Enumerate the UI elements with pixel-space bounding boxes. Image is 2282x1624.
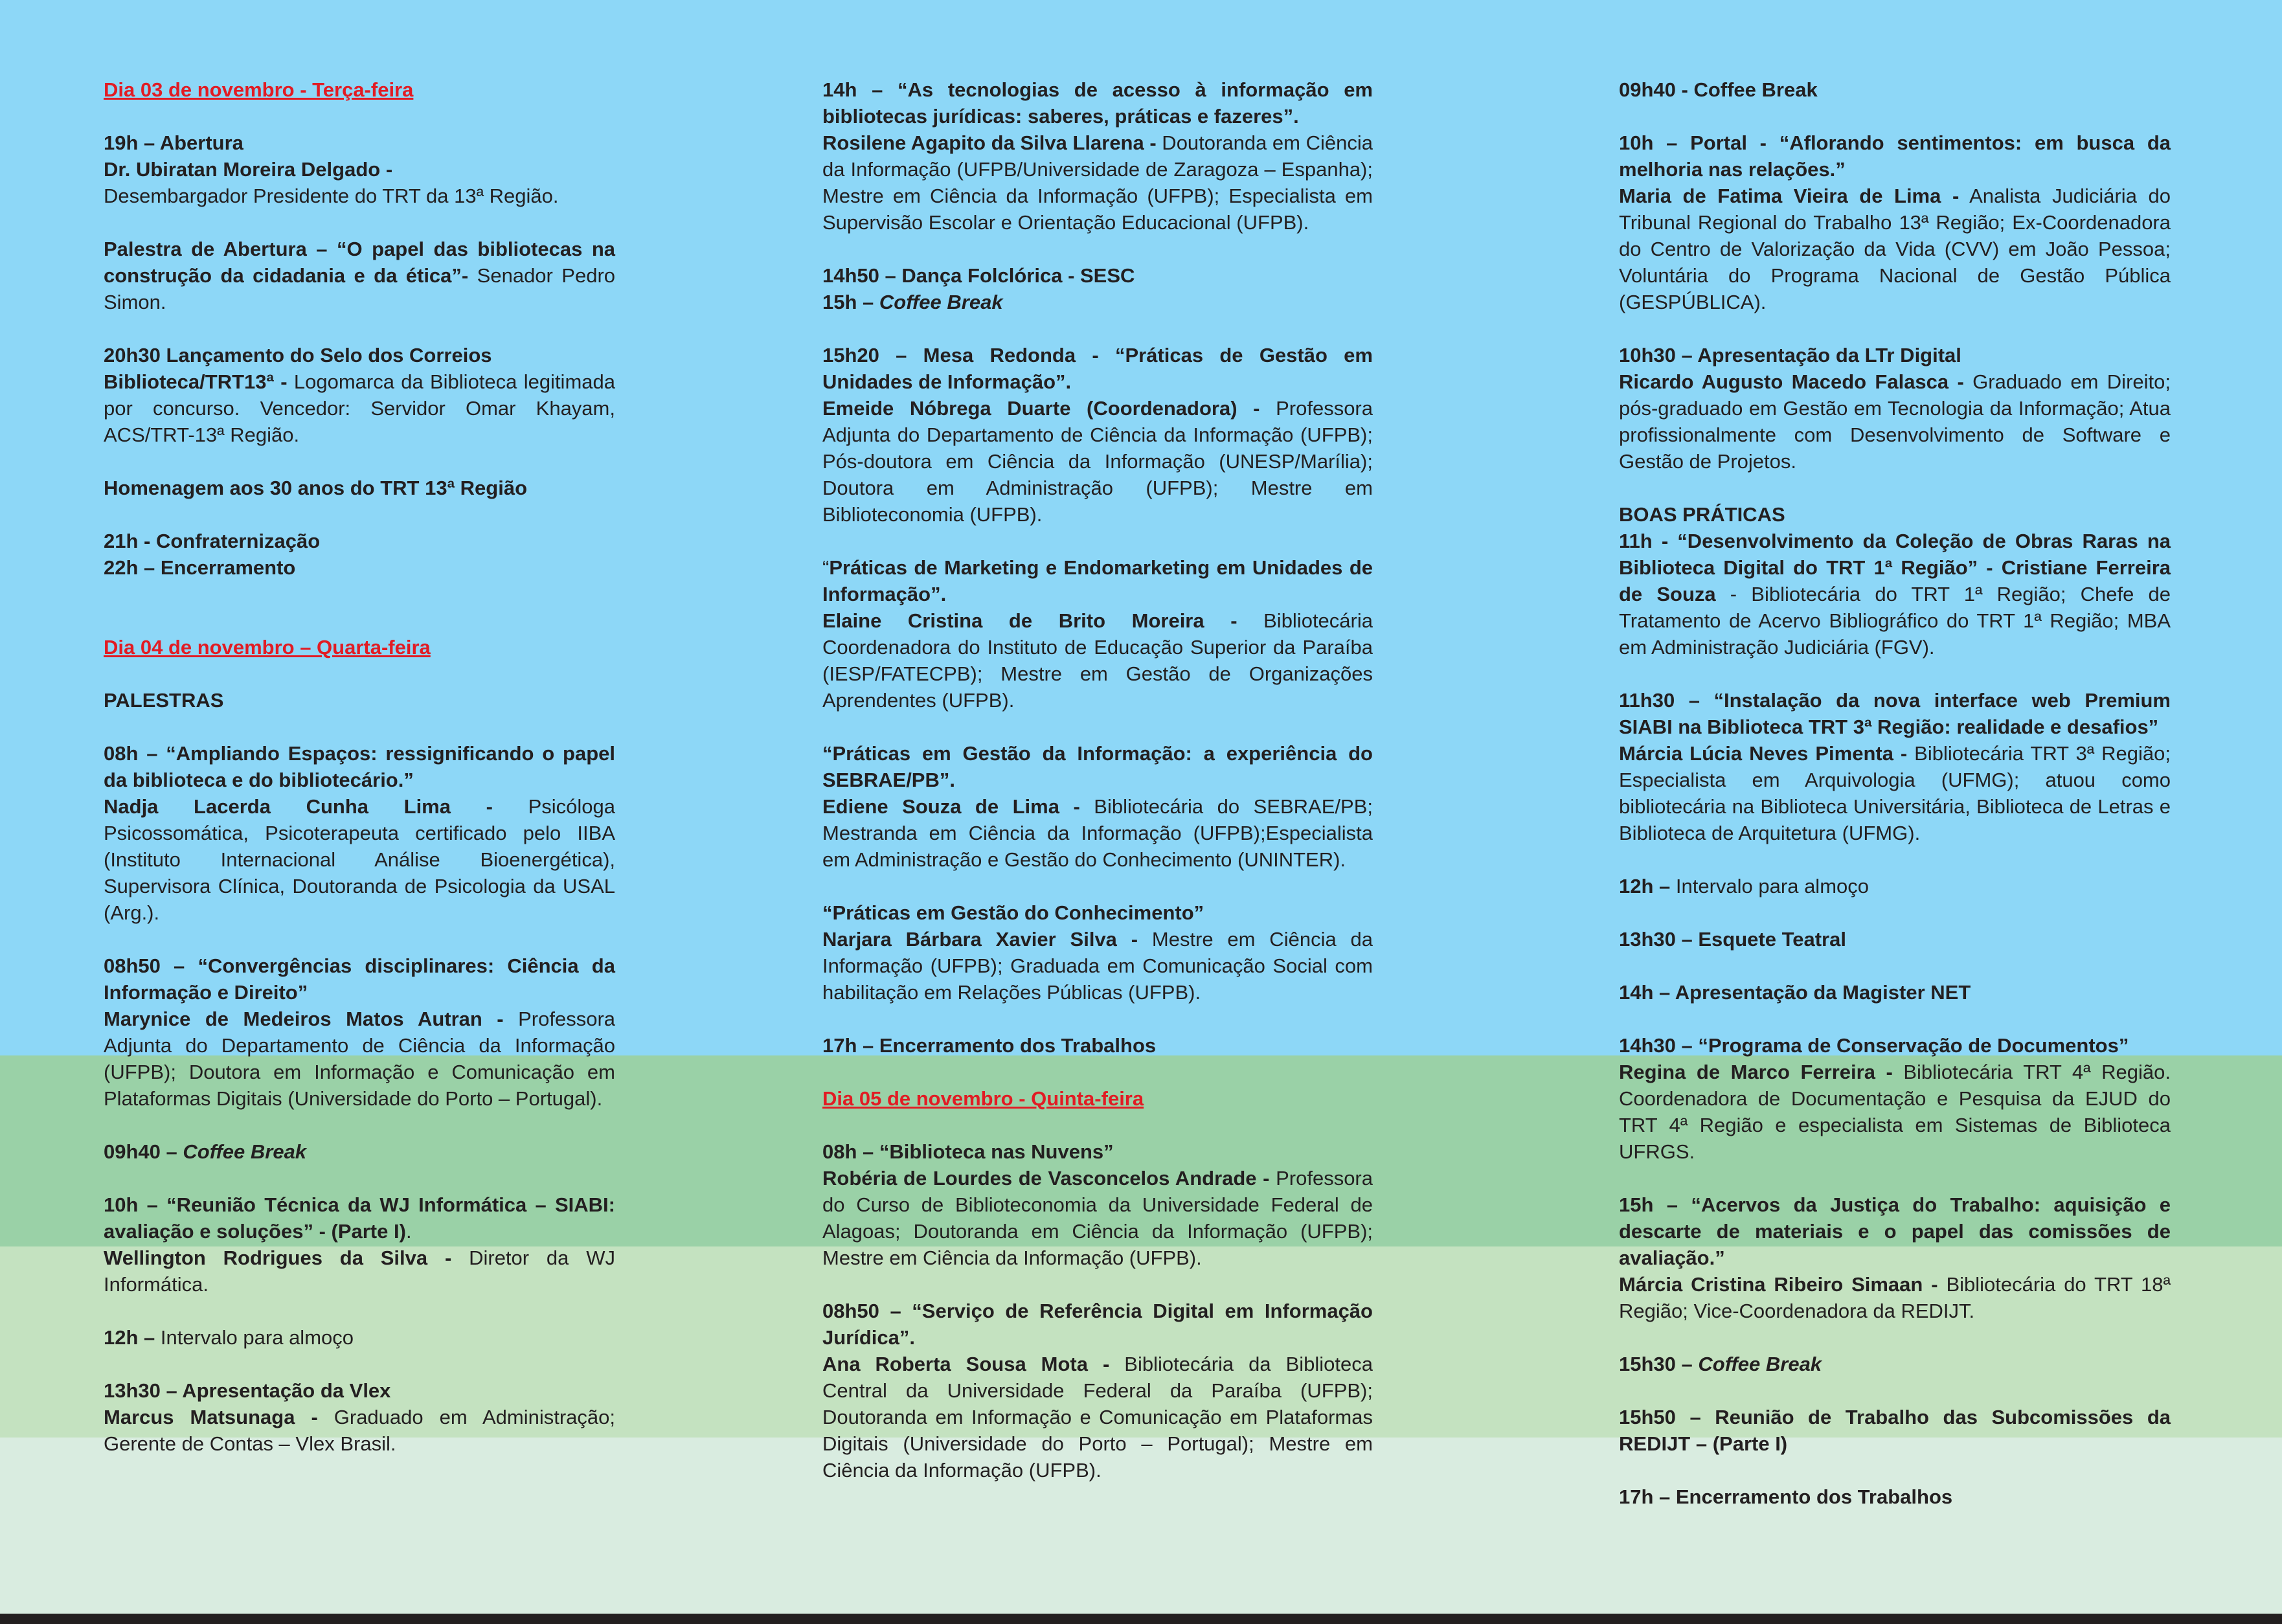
program-item-line — [822, 395, 1373, 528]
program-item-line — [822, 1298, 1373, 1351]
program-item-line — [1619, 76, 2171, 103]
program-item-line — [1619, 1032, 2171, 1059]
bold-text: 14h – “As tecnologias de acesso à informação em bibliotecas jurídicas: saberes, práticas e fazeres”. — [822, 78, 1373, 128]
bold-text: Marcus Matsunaga - — [104, 1406, 318, 1428]
bold-text: Ana Roberta Sousa Mota - — [822, 1353, 1110, 1375]
program-item — [822, 1032, 1373, 1059]
program-item-line — [104, 342, 615, 368]
program-item — [104, 1377, 615, 1457]
bold-text: 08h – “Biblioteca nas Nuvens” — [822, 1140, 1114, 1163]
bold-text: Dr. Ubiratan Moreira Delgado - — [104, 158, 393, 181]
bold-text: 15h20 – Mesa Redonda - “Práticas de Gestão em Unidades de Informação”. — [822, 344, 1373, 393]
bold-text: 08h50 – “Convergências disciplinares: Ciência da Informação e Direito” — [104, 954, 615, 1004]
bold-text: Marynice de Medeiros Matos Autran - — [104, 1008, 504, 1030]
body-text: Doutoranda em Ciência da Informação (UFPB/Universidade de Zaragoza – Espanha); Mestre em Ciência da Informação (UFPB); Especialista em Supervisão Escolar e Orientação Educacional (UFPB). — [822, 131, 1373, 234]
spacer — [104, 607, 615, 634]
program-item — [1619, 501, 2171, 660]
program-item-line — [104, 1006, 615, 1112]
bold-text: 19h – Abertura — [104, 131, 243, 154]
program-item-line — [104, 687, 615, 714]
program-item — [104, 687, 615, 714]
bold-text: 08h50 – “Serviço de Referência Digital em Informação Jurídica”. — [822, 1300, 1373, 1349]
body-text: Bibliotecária do SEBRAE/PB; Mestranda em Ciência da Informação (UFPB);Especialista em Administração e Gestão do Conhecimento (UNINTER). — [822, 795, 1373, 871]
program-item — [1619, 1483, 2171, 1510]
bold-text: Márcia Lúcia Neves Pimenta - — [1619, 742, 1908, 765]
program-item-line — [104, 1245, 615, 1298]
body-text: Graduado em Direito; pós-graduado em Gestão em Tecnologia da Informação; Atua profissionalmente com Desenvolvimento de Software e Gestão de Projetos. — [1619, 370, 2171, 473]
program-item-line — [104, 368, 615, 448]
body-text: Senador Pedro Simon. — [104, 264, 616, 313]
program-item-line — [822, 76, 1373, 130]
bold-text: Emeide Nóbrega Duarte (Coordenadora) - — [822, 397, 1260, 420]
program-item-line — [1619, 528, 2171, 660]
body-text: Mestre em Ciência da Informação (UFPB); Graduada em Comunicação Social com habilitação em Relações Públicas (UFPB). — [822, 928, 1373, 1004]
program-item — [822, 76, 1373, 236]
program-item — [104, 1324, 615, 1351]
program-item-line — [104, 793, 615, 926]
program-item-line — [104, 156, 615, 183]
program-item-line — [1619, 130, 2171, 183]
program-item-line — [1619, 926, 2171, 953]
program-item — [1619, 1404, 2171, 1457]
bold-text: Narjara Bárbara Xavier Silva - — [822, 928, 1138, 951]
bold-text: 14h – Apresentação da Magister NET — [1619, 981, 1971, 1004]
program-item-line — [822, 262, 1373, 289]
program-item — [822, 342, 1373, 528]
body-text: Bibliotecária da Biblioteca Central da Universidade Federal da Paraíba (UFPB); Doutoranda em Informação e Comunicação em Plataformas Digitais (Universidade do Porto – Portugal); Mestre em Ciência da Informação (UFPB). — [822, 1353, 1373, 1482]
program-item-line — [1619, 740, 2171, 846]
body-text: . — [405, 1220, 412, 1243]
bold-text: 15h – “Acervos da Justiça do Trabalho: aquisição e descarte de materiais e o papel das comissões de avaliação.” — [1619, 1193, 2171, 1269]
program-item — [822, 262, 1373, 315]
program-item — [1619, 979, 2171, 1006]
program-column-3 — [1619, 76, 2171, 1537]
body-text: Intervalo para almoço — [155, 1326, 354, 1349]
bold-text: 14h50 – Dança Folclórica - SESC — [822, 264, 1135, 287]
program-item-line — [1619, 501, 2171, 528]
program-item-line — [822, 793, 1373, 873]
program-item-line — [822, 342, 1373, 395]
bold-text: 13h30 – Apresentação da Vlex — [104, 1379, 391, 1402]
bold-text: 22h – Encerramento — [104, 556, 296, 579]
bold-text: 10h – “Reunião Técnica da WJ Informática – SIABI: avaliação e soluções” - (Parte I) — [104, 1193, 615, 1243]
bold-text: Nadja Lacerda Cunha Lima - — [104, 795, 493, 818]
body-text: - Bibliotecária do TRT 1ª Região; Chefe de Tratamento de Acervo Bibliográfico do TRT 1ª Região; MBA em Administração Judiciária (FGV). — [1619, 583, 2171, 659]
program-item-line — [104, 236, 615, 315]
body-text: Bibliotecária Coordenadora do Instituto de Educação Superior da Paraíba (IESP/FATECPB); Mestre em Gestão de Organizações Aprendentes (UFPB). — [822, 609, 1373, 712]
bold-text: 12h – — [1619, 875, 1671, 897]
bold-text: 15h30 – — [1619, 1353, 1699, 1375]
body-text: Professora do Curso de Biblioteconomia da Universidade Federal de Alagoas; Doutoranda em Ciência da Informação (UFPB); Mestre em Ciência da Informação (UFPB). — [822, 1167, 1373, 1269]
program-item-line — [822, 740, 1373, 793]
bold-text: Rosilene Agapito da Silva Llarena - — [822, 131, 1157, 154]
program-column-1 — [104, 76, 615, 1483]
program-item-line — [1619, 687, 2171, 740]
program-item-line — [1619, 1483, 2171, 1510]
program-item-line — [1619, 979, 2171, 1006]
program-item — [104, 475, 615, 501]
program-item-line — [1619, 1271, 2171, 1324]
program-item-line — [822, 1165, 1373, 1271]
emphasis-text: Coffee Break — [183, 1140, 307, 1163]
program-item-line — [822, 1351, 1373, 1483]
bold-text: 11h - “Desenvolvimento da Coleção de Obras Raras na Biblioteca Digital do TRT 1ª Região” - Cristiane Ferreira de Souza — [1619, 530, 2171, 605]
bold-text: Biblioteca/TRT13ª - — [104, 370, 288, 393]
bold-text: 10h30 – Apresentação da LTr Digital — [1619, 344, 1961, 367]
bold-text: 11h30 – “Instalação da nova interface web Premium SIABI na Biblioteca TRT 3ª Região: realidade e desafios” — [1619, 689, 2171, 738]
program-item-line — [822, 130, 1373, 236]
program-item — [1619, 873, 2171, 899]
bold-text: 14h30 – “Programa de Conservação de Documentos” — [1619, 1034, 2129, 1057]
bold-text: Homenagem aos 30 anos do TRT 13ª Região — [104, 477, 528, 499]
day-heading: Dia 03 de novembro - Terça-feira — [104, 78, 414, 101]
program-item — [104, 130, 615, 209]
program-item — [104, 528, 615, 581]
bold-text: Maria de Fatima Vieira de Lima - — [1619, 185, 1960, 207]
program-item-line — [822, 926, 1373, 1006]
program-item-line — [822, 289, 1373, 315]
program-item — [1619, 76, 2171, 103]
program-item-line — [1619, 873, 2171, 899]
bold-text: “Práticas em Gestão do Conhecimento” — [822, 901, 1204, 924]
program-item-line — [822, 554, 1373, 607]
program-item-line — [1619, 183, 2171, 315]
bold-text: 10h – Portal - “Aflorando sentimentos: em busca da melhoria nas relações.” — [1619, 131, 2171, 181]
program-item — [104, 236, 615, 315]
program-item-line — [104, 1377, 615, 1404]
program-item-line — [104, 1404, 615, 1457]
program-item-line — [1619, 1059, 2171, 1165]
bold-text: Robéria de Lourdes de Vasconcelos Andrade - — [822, 1167, 1270, 1190]
body-text: Bibliotecária TRT 4ª Região. Coordenadora de Documentação e Pesquisa da EJUD do TRT 4ª Região e especialista em Sistemas de Biblioteca UFRGS. — [1619, 1061, 2171, 1163]
program-item — [822, 740, 1373, 873]
body-text: Intervalo para almoço — [1670, 875, 1869, 897]
program-item-line — [1619, 1351, 2171, 1377]
program-item-line — [822, 607, 1373, 714]
body-text: Desembargador Presidente do TRT da 13ª Região. — [104, 185, 559, 207]
program-item — [1619, 687, 2171, 846]
bold-text: BOAS PRÁTICAS — [1619, 503, 1785, 526]
program-item — [822, 899, 1373, 1006]
bold-text: PALESTRAS — [104, 689, 224, 712]
program-item-line — [1619, 1191, 2171, 1271]
bold-text: 17h – Encerramento dos Trabalhos — [822, 1034, 1157, 1057]
program-item — [104, 953, 615, 1112]
program-item-line — [104, 183, 615, 209]
program-item — [1619, 1032, 2171, 1165]
bold-text: 13h30 – Esquete Teatral — [1619, 928, 1846, 951]
emphasis-text: Coffee Break — [1698, 1353, 1822, 1375]
bold-text: 21h - Confraternização — [104, 530, 321, 552]
bottom-border — [0, 1614, 2282, 1624]
program-item-line — [1619, 342, 2171, 368]
program-item — [1619, 926, 2171, 953]
emphasis-text: Coffee Break — [879, 291, 1003, 313]
program-item-line — [104, 475, 615, 501]
body-text: Analista Judiciária do Tribunal Regional do Trabalho 13ª Região; Ex-Coordenadora do Centro de Valorização da Vida (CVV) em João Pessoa; Voluntária do Programa Nacional de Gestão Pública (GESPÚBLICA). — [1619, 185, 2171, 313]
program-item — [104, 1138, 615, 1165]
body-text: Bibliotecária TRT 3ª Região; Especialista em Arquivologia (UFMG); atuou como bibliotecária na Biblioteca Universitária, Biblioteca de Letras e Biblioteca de Arquitetura (UFMG). — [1619, 742, 2171, 844]
bold-text: 20h30 Lançamento do Selo dos Correios — [104, 344, 492, 367]
bold-text: Palestra de Abertura – “O papel das bibliotecas na construção da cidadania e da ética”- — [104, 238, 615, 287]
bold-text: Elaine Cristina de Brito Moreira - — [822, 609, 1237, 632]
program-item-line — [104, 1324, 615, 1351]
bold-text: 15h – — [822, 291, 879, 313]
program-item — [104, 1191, 615, 1298]
program-item-line — [104, 953, 615, 1006]
body-text: Professora Adjunta do Departamento de Ciência da Informação (UFPB); Pós-doutora em Ciência da Informação (UNESP/Marília); Doutora em Administração (UFPB); Mestre em Biblioteconomia (UFPB). — [822, 397, 1373, 526]
program-item-line — [104, 528, 615, 554]
bold-text: 17h – Encerramento dos Trabalhos — [1619, 1485, 1953, 1508]
bold-text: 12h – — [104, 1326, 155, 1349]
body-text: Graduado em Administração; Gerente de Contas – Vlex Brasil. — [104, 1406, 615, 1455]
bold-text: 15h50 – Reunião de Trabalho das Subcomissões da REDIJT – (Parte I) — [1619, 1406, 2171, 1455]
bold-text: Márcia Cristina Ribeiro Simaan - — [1619, 1273, 1938, 1296]
bold-text: 08h – “Ampliando Espaços: ressignificando o papel da biblioteca e do bibliotecário.” — [104, 742, 615, 791]
program-item-line — [104, 1138, 615, 1165]
program-item-line — [822, 899, 1373, 926]
bold-text: Práticas de Marketing e Endomarketing em Unidades de Informação”. — [822, 556, 1373, 605]
program-item — [1619, 342, 2171, 475]
day-heading: Dia 04 de novembro – Quarta-feira — [104, 636, 431, 659]
body-text: Diretor da WJ Informática. — [104, 1246, 615, 1296]
bold-text: Wellington Rodrigues da Silva - — [104, 1246, 452, 1269]
bold-text: 09h40 - Coffee Break — [1619, 78, 1818, 101]
program-item-line — [822, 1138, 1373, 1165]
bold-text: “Práticas em Gestão da Informação: a experiência do SEBRAE/PB”. — [822, 742, 1373, 791]
program-item-line — [104, 130, 615, 156]
bold-text: 09h40 – — [104, 1140, 183, 1163]
body-text: Psicóloga Psicossomática, Psicoterapeuta certificado pelo IIBA (Instituto Internacional Análise Bioenergética), Supervisora Clínica, Doutoranda de Psicologia da USAL (Arg.). — [104, 795, 615, 924]
program-item-line — [104, 554, 615, 581]
program-item-line — [104, 1191, 615, 1245]
program-item — [1619, 1351, 2171, 1377]
program-item — [822, 1298, 1373, 1483]
program-item — [1619, 1191, 2171, 1324]
program-item — [822, 1138, 1373, 1271]
body-text: Logomarca da Biblioteca legitimada por concurso. Vencedor: Servidor Omar Khayam, ACS/TRT-13ª Região. — [104, 370, 615, 446]
program-item — [104, 740, 615, 926]
program-column-2 — [822, 76, 1373, 1510]
body-text: “ — [822, 556, 830, 579]
bold-text: Ediene Souza de Lima - — [822, 795, 1080, 818]
bold-text: Regina de Marco Ferreira - — [1619, 1061, 1893, 1083]
program-item-line — [1619, 368, 2171, 475]
body-text: Bibliotecária do TRT 18ª Região; Vice-Coordenadora da REDIJT. — [1619, 1273, 2171, 1322]
body-text: Professora Adjunta do Departamento de Ciência da Informação (UFPB); Doutora em Informação e Comunicação em Plataformas Digitais (Universidade do Porto – Portugal). — [104, 1008, 616, 1110]
program-item-line — [1619, 1404, 2171, 1457]
program-item-line — [822, 1032, 1373, 1059]
day-heading: Dia 05 de novembro - Quinta-feira — [822, 1087, 1144, 1110]
program-item-line — [104, 740, 615, 793]
program-item — [822, 554, 1373, 714]
program-item — [104, 342, 615, 448]
bold-text: Ricardo Augusto Macedo Falasca - — [1619, 370, 1964, 393]
program-item — [1619, 130, 2171, 315]
